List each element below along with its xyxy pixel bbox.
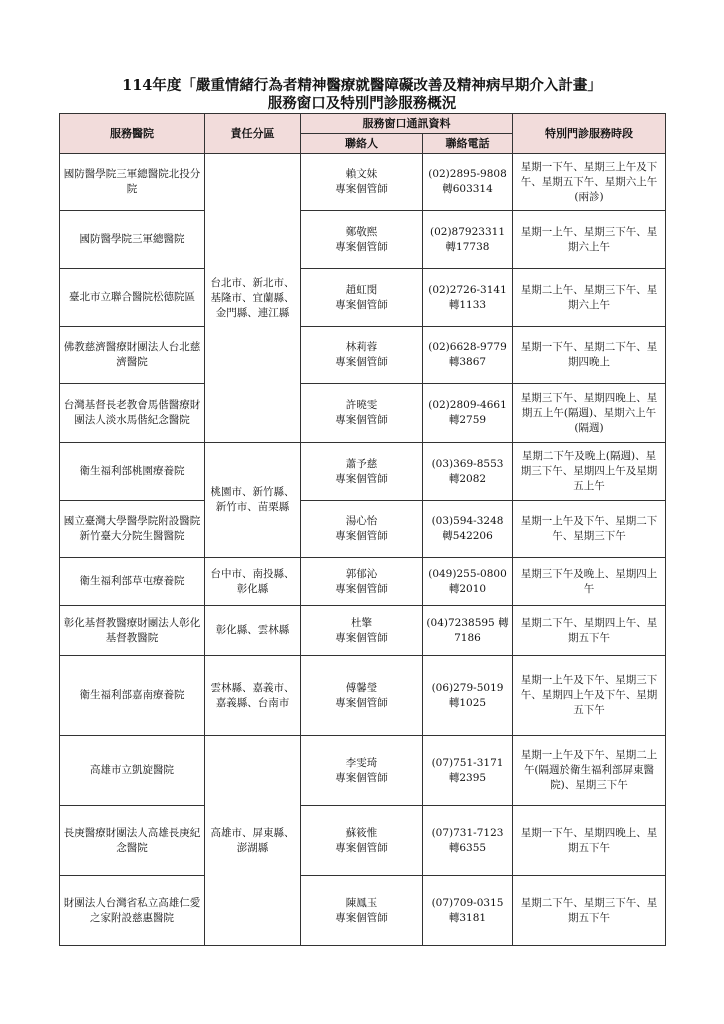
contact-role: 專案個管師	[335, 631, 388, 644]
hours-cell: 星期一下午、星期四晚上、星期五下午	[513, 806, 666, 876]
contact-name: 林莉蓉	[345, 341, 378, 353]
phone-cell: (02)2809-4661轉2759	[423, 384, 513, 443]
contact-role: 專案個管師	[335, 472, 388, 485]
hospital-cell: 長庚醫療財團法人高雄長庚紀念醫院	[60, 806, 205, 876]
contact-cell	[301, 558, 423, 606]
table-row	[60, 384, 666, 443]
contact-cell	[301, 327, 423, 384]
contact-role: 專案個管師	[335, 911, 388, 924]
hospital-cell: 國立臺灣大學醫學院附設醫院新竹臺大分院生醫醫院	[60, 501, 205, 558]
hours-cell: 星期三下午、星期四晚上、星期五上午(隔週)、星期六上午(隔週)	[513, 384, 666, 443]
hours-cell: 星期二上午、星期三下午、星期六上午	[513, 269, 666, 327]
hours-cell: 星期一上午及下午、星期二上午(隔週於衛生福利部屏東醫院)、星期三下午	[513, 736, 666, 806]
region-cell: 桃園市、新竹縣、新竹市、苗栗縣	[205, 443, 301, 558]
hospital-cell: 財團法人台灣省私立高雄仁愛之家附設慈惠醫院	[60, 876, 205, 946]
table-row	[60, 327, 666, 384]
hospital-cell: 佛教慈濟醫療財團法人台北慈濟醫院	[60, 327, 205, 384]
document-subtitle: 服務窗口及特別門診服務概況	[267, 95, 457, 112]
header-contact-person: 聯絡人	[301, 134, 423, 154]
contact-role: 專案個管師	[335, 771, 388, 784]
phone-cell: (07)751-3171 轉2395	[423, 736, 513, 806]
hours-cell: 星期一下午、星期二下午、星期四晚上	[513, 327, 666, 384]
hours-cell: 星期二下午、星期三下午、星期五下午	[513, 876, 666, 946]
region-cell: 台中市、南投縣、彰化縣	[205, 558, 301, 606]
hospital-cell: 國防醫學院三軍總醫院北投分院	[60, 154, 205, 211]
table-row	[60, 269, 666, 327]
contact-cell	[301, 606, 423, 656]
service-table	[59, 113, 666, 946]
contact-cell	[301, 154, 423, 211]
hours-cell: 星期三下午及晚上、星期四上午	[513, 558, 666, 606]
hospital-cell: 衛生福利部草屯療養院	[60, 558, 205, 606]
region-cell: 高雄市、屏東縣、澎湖縣	[205, 736, 301, 946]
table-row	[60, 443, 666, 501]
contact-cell	[301, 736, 423, 806]
table-row	[60, 154, 666, 211]
contact-cell	[301, 806, 423, 876]
contact-cell	[301, 501, 423, 558]
contact-role: 專案個管師	[335, 414, 388, 426]
contact-name: 許曉雯	[345, 399, 378, 411]
contact-name: 鄭敬熙	[345, 225, 378, 238]
contact-role: 專案個管師	[335, 298, 388, 311]
phone-cell: (04)7238595 轉7186	[423, 606, 513, 656]
table-row	[60, 558, 666, 606]
hospital-cell: 衛生福利部嘉南療養院	[60, 656, 205, 736]
contact-cell	[301, 876, 423, 946]
hours-cell: 星期一下午、星期三上午及下午、星期五下午、星期六上午(兩診)	[513, 154, 666, 211]
contact-cell	[301, 269, 423, 327]
contact-cell	[301, 656, 423, 736]
hours-cell: 星期一上午及下午、星期二下午、星期三下午	[513, 501, 666, 558]
header-hours: 特別門診服務時段	[513, 114, 666, 154]
contact-name: 趙虹閔	[345, 283, 378, 296]
hospital-cell: 衛生福利部桃園療養院	[60, 443, 205, 501]
phone-cell: (03)369-8553 轉2082	[423, 443, 513, 501]
contact-name: 李雯琦	[345, 756, 378, 769]
contact-name: 湯心怡	[345, 515, 378, 527]
hours-cell: 星期二下午及晚上(隔週)、星期三下午、星期四上午及星期五上午	[513, 443, 666, 501]
phone-cell: (03)594-3248 轉542206	[423, 501, 513, 558]
table-row	[60, 876, 666, 946]
table-row	[60, 211, 666, 269]
hours-cell: 星期一上午、星期三下午、星期六上午	[513, 211, 666, 269]
contact-cell	[301, 384, 423, 443]
contact-role: 專案個管師	[335, 696, 388, 709]
phone-cell: (02)87923311轉17738	[423, 211, 513, 269]
contact-role: 專案個管師	[335, 530, 388, 542]
table-row	[60, 736, 666, 806]
hospital-cell: 彰化基督教醫療財團法人彰化基督教醫院	[60, 606, 205, 656]
contact-role: 專案個管師	[335, 356, 388, 368]
header-phone: 聯絡電話	[423, 134, 513, 154]
region-cell: 台北市、新北市、基隆市、宜蘭縣、金門縣、連江縣	[205, 154, 301, 443]
hours-cell: 星期一上午及下午、星期三下午、星期四上午及下午、星期五下午	[513, 656, 666, 736]
phone-cell: (02)2726-3141轉1133	[423, 269, 513, 327]
region-cell: 雲林縣、嘉義市、嘉義縣、台南市	[205, 656, 301, 736]
header-region: 責任分區	[205, 114, 301, 154]
contact-name: 蘇筱惟	[345, 826, 378, 839]
table-row	[60, 501, 666, 558]
phone-cell: (049)255-0800轉2010	[423, 558, 513, 606]
phone-cell: (07)709-0315 轉3181	[423, 876, 513, 946]
hospital-cell: 國防醫學院三軍總醫院	[60, 211, 205, 269]
contact-role: 專案個管師	[335, 841, 388, 854]
header-contact-group: 服務窗口通訊資料	[301, 114, 513, 134]
phone-cell: (02)2895-9808轉603314	[423, 154, 513, 211]
header-hospital: 服務醫院	[60, 114, 205, 154]
table-row	[60, 806, 666, 876]
contact-cell	[301, 211, 423, 269]
contact-name: 賴文妹	[345, 168, 378, 180]
hospital-cell: 臺北市立聯合醫院松德院區	[60, 269, 205, 327]
contact-name: 傅馨瑩	[345, 681, 378, 694]
hospital-cell: 台灣基督長老教會馬偕醫療財團法人淡水馬偕紀念醫院	[60, 384, 205, 443]
hospital-cell: 高雄市立凱旋醫院	[60, 736, 205, 806]
region-cell: 彰化縣、雲林縣	[205, 606, 301, 656]
hours-cell: 星期二下午、星期四上午、星期五下午	[513, 606, 666, 656]
table-row	[60, 656, 666, 736]
contact-name: 陳鳳玉	[345, 896, 378, 909]
contact-role: 專案個管師	[335, 582, 388, 595]
phone-cell: (07)731-7123 轉6355	[423, 806, 513, 876]
contact-name: 杜擎	[351, 616, 372, 629]
phone-cell: (06)279-5019 轉1025	[423, 656, 513, 736]
table-row	[60, 606, 666, 656]
contact-name: 蕭予慈	[345, 457, 378, 470]
contact-cell	[301, 443, 423, 501]
contact-role: 專案個管師	[335, 183, 388, 195]
contact-name: 郭郁沁	[345, 567, 378, 580]
document-title: 114年度「嚴重情緒行為者精神醫療就醫障礙改善及精神病早期介入計畫」	[122, 77, 602, 94]
phone-cell: (02)6628-9779轉3867	[423, 327, 513, 384]
contact-role: 專案個管師	[335, 240, 388, 253]
